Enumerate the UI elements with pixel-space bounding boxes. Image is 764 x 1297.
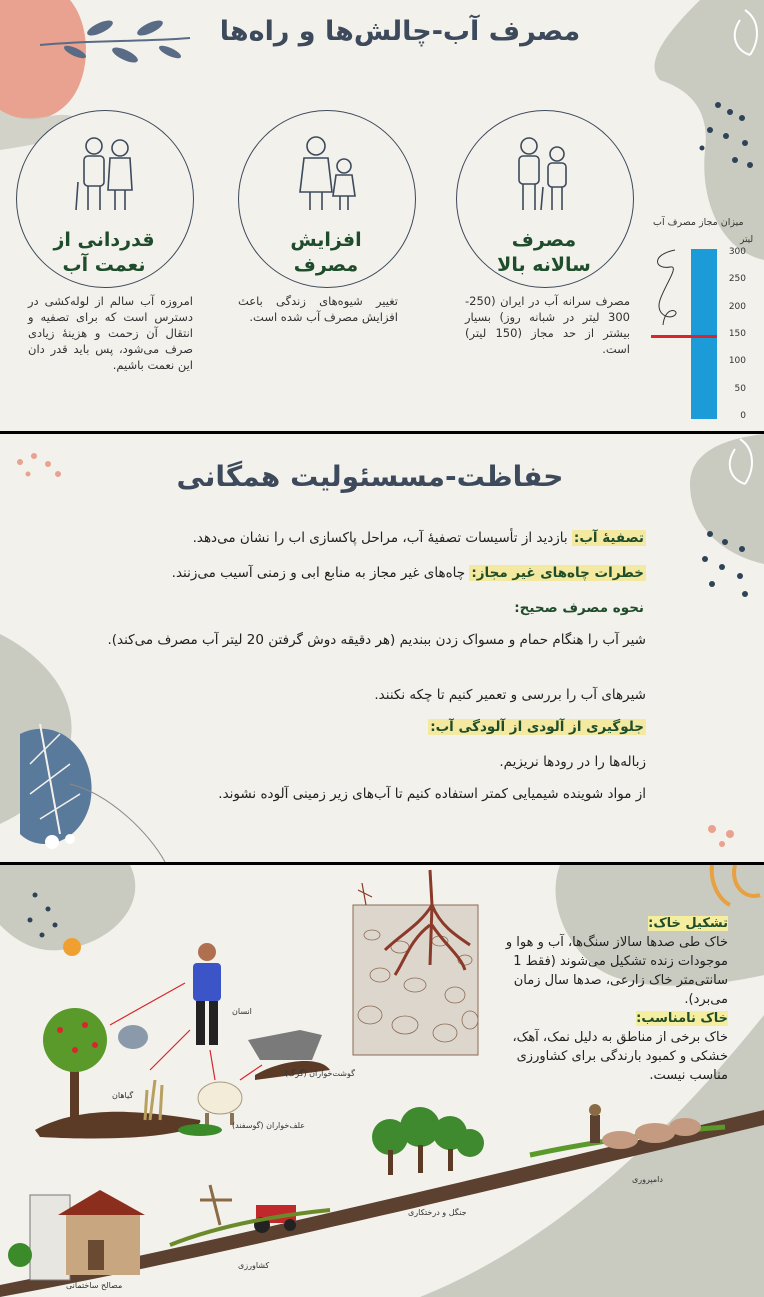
- item-text: شیر آب را هنگام حمام و مسواک زدن ببندیم (هر دقیقه دوش گرفتن 20 لیتر آب مصرف می‌کند).: [107, 632, 646, 648]
- item-text: زباله‌ها را در رودها نریزیم.: [499, 754, 646, 770]
- elderly-couple-icon: [70, 132, 140, 212]
- label-livestock: دامپروری: [632, 1175, 663, 1184]
- card-title: [246, 228, 406, 278]
- gauge-tick-label: 200: [728, 301, 746, 312]
- soil-formation-text: خاک طی صدها سالاز سنگ‌ها، آب و هوا و موجودات زنده تشکیل می‌شوند (فقط 1 سانتی‌متر خاک زارعی، صدها سال زمان می‌برد).: [505, 935, 728, 1007]
- section-title: حفاظت-مسسئولیت همگانی: [176, 460, 564, 493]
- card-title-line: قدردانی از: [53, 229, 155, 251]
- label-construction: مصالح ساختمانی: [66, 1281, 123, 1290]
- panel-protection: [0, 434, 764, 862]
- unsuitable-soil-label: خاک نامناسب:: [636, 1011, 728, 1026]
- gauge-bar: [691, 249, 717, 419]
- gauge-unit: لیتر: [740, 235, 754, 245]
- protection-item: [106, 784, 646, 805]
- protection-item: [106, 528, 646, 549]
- protection-item: [106, 598, 646, 619]
- protection-item: [106, 630, 646, 651]
- item-text: چاه‌های غیر مجاز به منابع ابی و زمنی آسیب می‌زنند.: [171, 565, 470, 581]
- protection-item: [106, 563, 646, 584]
- card-title-line: مصرف: [293, 254, 359, 276]
- card-description: امروزه آب سالم از لوله‌کشی در دسترس است که برای تصفیه و انتقال آن زحمت و هزینهٔ زیادی صرف می‌شود، پس باید قدر دان این نعمت باشیم.: [28, 294, 193, 372]
- card-title: [24, 228, 184, 278]
- curl-decoration: [645, 245, 685, 335]
- item-text: از مواد شوینده شیمیایی کمتر استفاده کنیم تا آب‌های زیر زمینی آلوده نشوند.: [218, 786, 646, 802]
- grandma-child-icon: [292, 132, 362, 212]
- item-label: خطرات چاه‌های غیر مجاز:: [471, 565, 644, 581]
- label-farming: کشاورزی: [238, 1261, 270, 1270]
- gauge-tick-label: 0: [740, 411, 746, 421]
- protection-item: [106, 717, 646, 738]
- card-title-line: مصرف: [511, 229, 577, 251]
- card-title-line: سالانه بالا: [497, 254, 591, 276]
- item-label: نحوه مصرف صحیح:: [514, 600, 644, 616]
- grandparents-icon: [507, 132, 577, 212]
- card-description: مصرف سرانه آب در ایران (250-300 لیتر در شبانه روز) بسیار بیشتر از حد مجاز (150 لیتر) است.: [465, 294, 631, 356]
- label-human: انسان: [232, 1007, 252, 1016]
- allowed-level-marker: [651, 335, 717, 338]
- panel-soil: [0, 865, 764, 1297]
- item-text: بازدید از تأسیسات تصفیهٔ آب، مراحل پاکسازی اب را نشان می‌دهد.: [192, 530, 572, 546]
- item-label: تصفیهٔ آب:: [573, 530, 644, 546]
- card-title: [464, 228, 624, 278]
- label-forest: جنگل و درختکاری: [408, 1208, 467, 1217]
- gauge-tick-label: 300: [728, 247, 746, 257]
- gauge-tick-label: 250: [728, 274, 746, 285]
- gauge-tick-label: 100: [728, 356, 746, 367]
- card-title-line: نعمت آب: [62, 254, 146, 276]
- protection-item: [106, 752, 646, 773]
- gauge-tick-label: 50: [734, 383, 746, 394]
- item-label: جلوگیری از آلودی از آلودگی آب:: [430, 719, 644, 735]
- gauge-tick-label: 150: [728, 329, 746, 339]
- page-title: مصرف آب-چالش‌ها و راه‌ها: [219, 16, 581, 47]
- label-herbivores: علف‌خواران (گوسفند): [232, 1121, 306, 1130]
- card-title-line: افزایش: [290, 229, 362, 251]
- soil-text-block: [483, 914, 728, 1085]
- label-plants: گیاهان: [112, 1091, 134, 1100]
- panel-water-consumption: [0, 0, 764, 431]
- label-carnivores: گوشت‌خواران (گرگ): [285, 1069, 355, 1078]
- protection-item: [106, 685, 646, 706]
- gauge-title: میزان مجاز مصرف آب: [653, 217, 744, 228]
- soil-formation-label: تشکیل خاک:: [648, 916, 728, 931]
- card-description: تغییر شیوه‌های زندگی باعث افزایش مصرف آب شده است.: [238, 294, 398, 324]
- item-text: شیرهای آب را بررسی و تعمیر کنیم تا چکه نکنند.: [374, 687, 646, 703]
- unsuitable-soil-text: خاک برخی از مناطق به دلیل نمک، آهک، خشکی و کمبود بارندگی برای کشاورزی مناسب نیست.: [512, 1030, 728, 1083]
